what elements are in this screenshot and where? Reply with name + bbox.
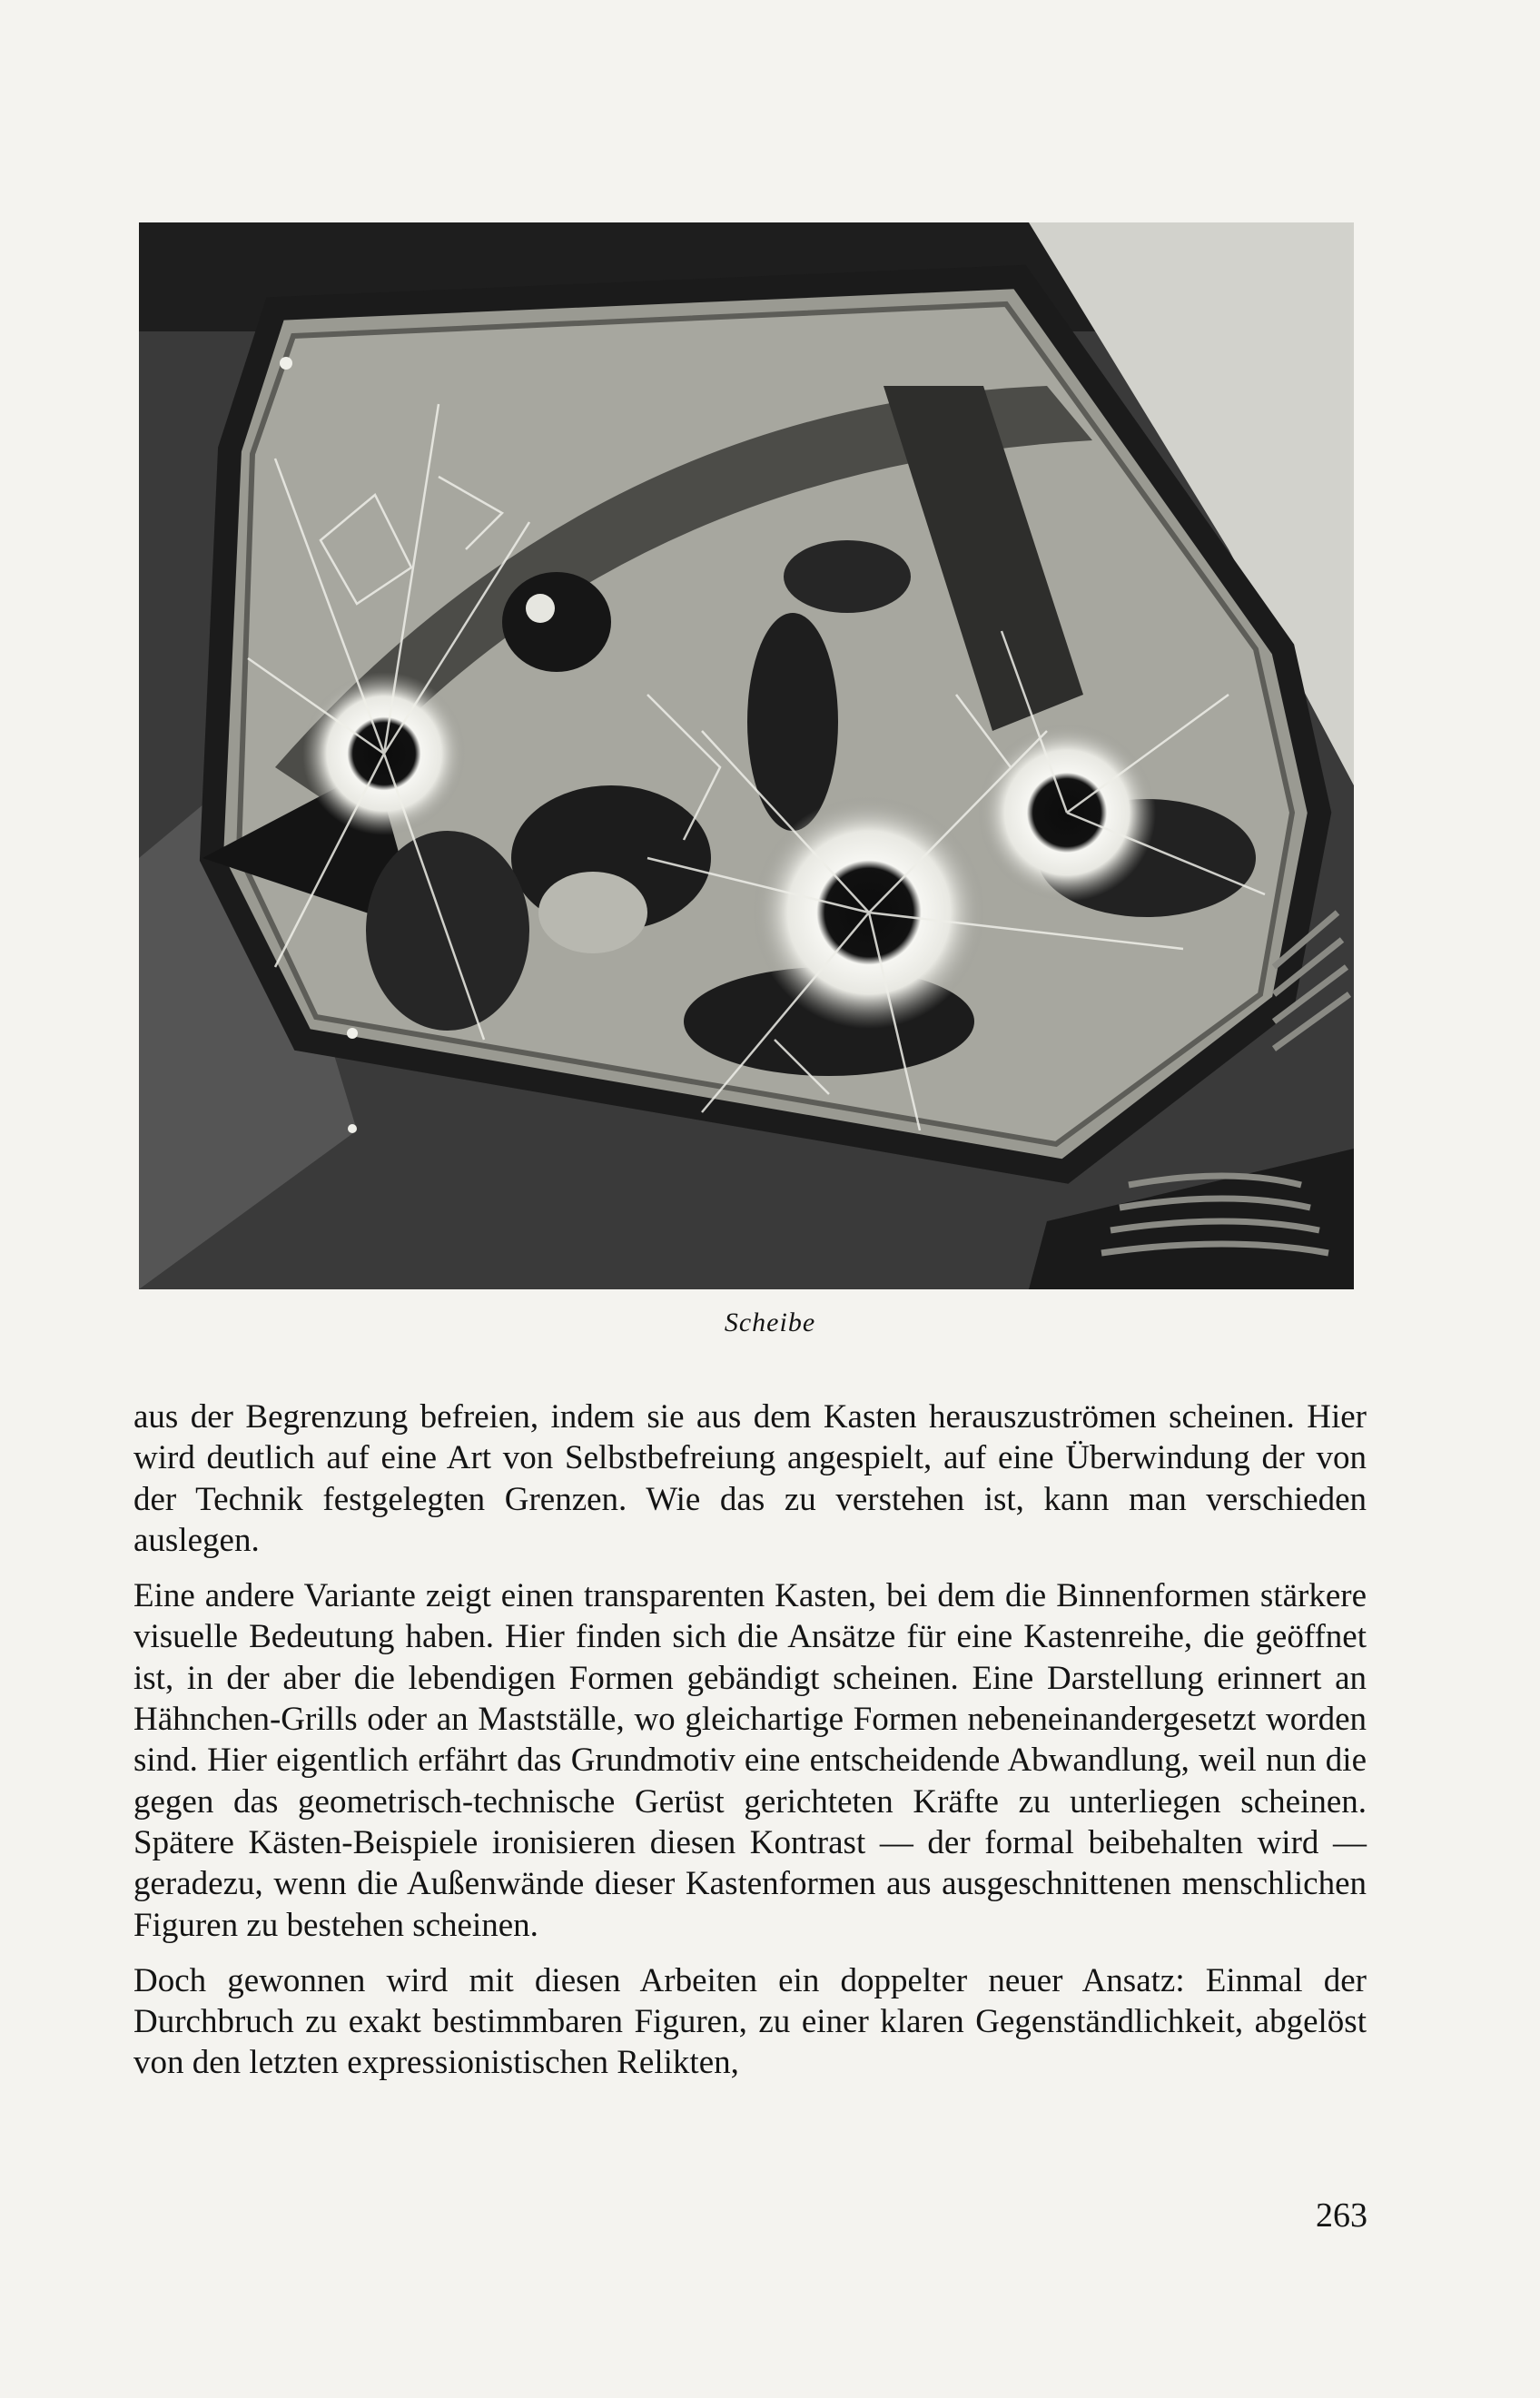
- body-text: [133, 1396, 1367, 2098]
- paragraph: aus der Begrenzung befreien, indem sie aus dem Kasten herauszuströmen scheinen. Hier wird deutlich auf eine Art von Selbstbefreiung angespielt, auf eine Überwindung der von der Technik festgelegten Grenzen. Wie das zu verstehen ist, kann man verschieden auslegen.: [133, 1398, 1367, 1559]
- paragraph: Doch gewonnen wird mit diesen Arbeiten ein doppelter neuer Ansatz: Einmal der Durchbruch zu exakt bestimmbaren Figuren, zu einer klaren Gegenständlichkeit, abgelöst von den letzten expressionistischen Relikten,: [133, 1961, 1367, 2082]
- artwork-photograph: [139, 222, 1354, 1289]
- figure-caption: Scheibe: [724, 1308, 816, 1337]
- paragraph: Eine andere Variante zeigt einen transparenten Kasten, bei dem die Binnenformen stärkere visuelle Bedeutung haben. Hier finden sich die Ansätze für eine Kastenreihe, die geöffnet ist, in der aber die lebendigen Formen gebändigt scheinen. Eine Darstellung erinnert an Hähnchen-Grills oder an Mastställe, wo gleichartige Formen nebeneinandergesetzt worden sind. Hier eigentlich erfährt das Grundmotiv eine entscheidende Abwandlung, weil nun die gegen das geometrisch-technische Gerüst gerichteten Kräfte zu unterliegen scheinen. Spätere Kästen-Beispiele ironisieren diesen Kontrast — der formal beibehalten wird — geradezu, wenn die Außenwände dieser Kastenformen aus ausgeschnittenen menschlichen Figuren zu bestehen scheinen.: [133, 1577, 1367, 1944]
- page-number: 263: [1316, 2196, 1367, 2235]
